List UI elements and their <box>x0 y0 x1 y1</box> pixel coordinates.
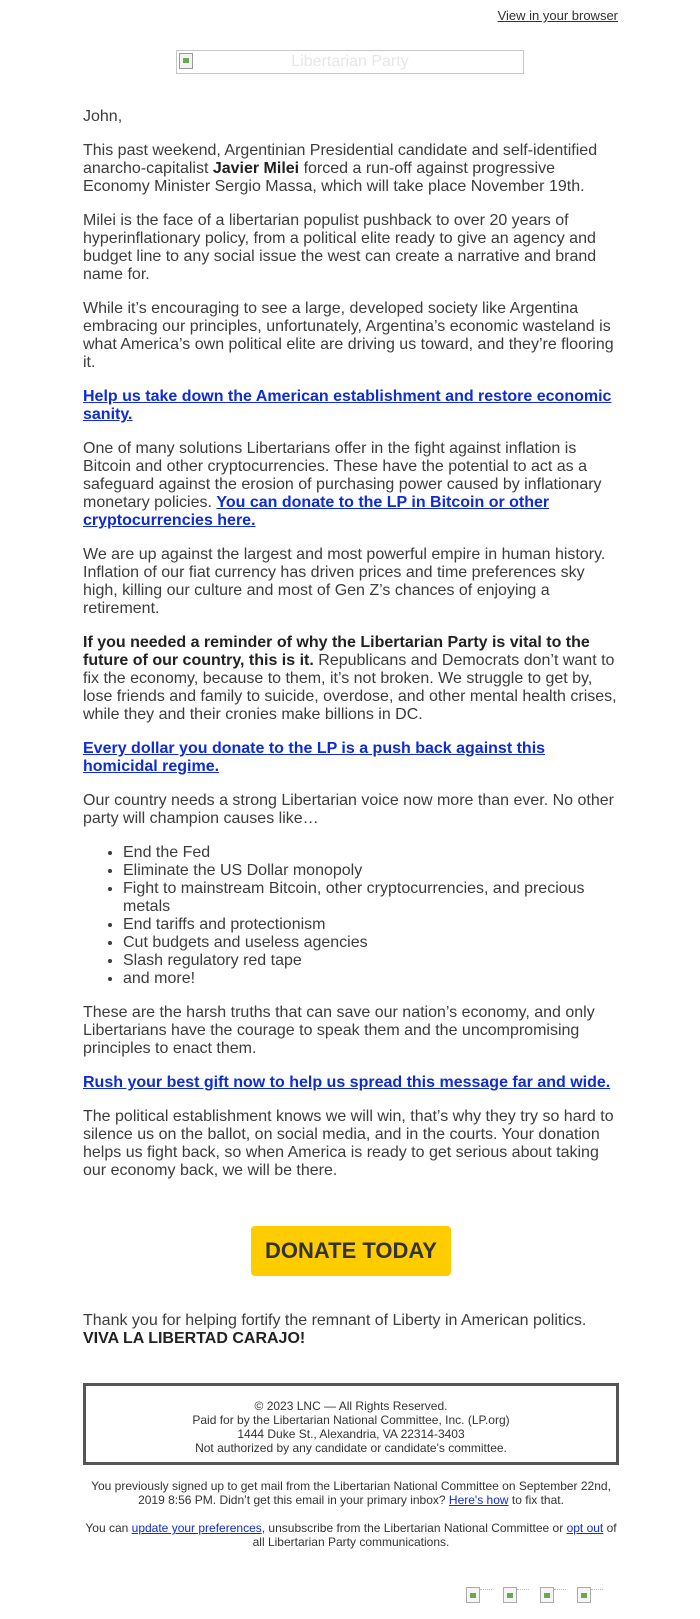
javier-milei-name: Javier Milei <box>212 160 300 177</box>
greeting: John, <box>83 108 123 125</box>
list-item: • Fight to mainstream Bitcoin, other cryptocurrencies, and precious metals <box>123 880 619 916</box>
opt-out-link[interactable]: opt out <box>566 1521 604 1535</box>
update-preferences-link[interactable]: update your preferences <box>131 1521 262 1535</box>
paragraph-empire: We are up against the largest and most powerful empire in human history. Inflation of our fiat currency has driven prices and time preferences sky high, killing our culture and most of Gen Z’s chances of enjoying a retirement. <box>83 546 606 617</box>
heres-how-link[interactable]: Here's how <box>448 1493 509 1507</box>
list-item: • End tariffs and protectionism <box>123 916 619 934</box>
causes-list <box>83 844 619 988</box>
email-body <box>83 108 619 1196</box>
paragraph-populist-pushback: Milei is the face of a libertarian populist pushback to over 20 years of hyperinflationary policy, from a political elite ready to give an agency and budget line to any social issue the west can create a narrative and brand name for. <box>83 212 597 283</box>
cta-paragraph-2 <box>83 740 619 776</box>
paragraph-argentina-wasteland: While it’s encouraging to see a large, developed society like Argentina embracing our principles, unfortunately, Argentina’s economic wasteland is what America’s own political elite are driving us toward, and they’re flooring it. <box>83 300 614 371</box>
closing-block <box>83 1312 619 1348</box>
libertarian-party-logo <box>176 50 524 74</box>
copyright-text: © 2023 LNC — All Rights Reserved. <box>254 1399 448 1413</box>
instagram-icon[interactable] <box>540 1587 558 1603</box>
view-in-browser-link[interactable]: View in your browser <box>497 8 618 23</box>
paragraph-strong-voice: Our country needs a strong Libertarian voice now more than ever. No other party will champion causes like… <box>83 792 614 827</box>
donate-today-button[interactable]: DONATE TODAY <box>251 1226 451 1276</box>
paragraph-milei-runoff: This past weekend, Argentinian Presidential candidate and self-identified anarcho-capitalist Javier Milei forced a run-off against progressive Economy Minister Sergio Massa, which will take place November 19th. <box>83 142 598 195</box>
donate-button-container <box>251 1226 451 1276</box>
list-item: • Cut budgets and useless agencies <box>123 934 619 952</box>
signup-notice: You previously signed up to get mail from the Libertarian National Committee on September 22nd, 2019 8:56 PM. Didn’t get this email in your primary inbox? Here's how to fix that. <box>91 1479 611 1507</box>
preferences-notice: You can update your preferences, unsubscribe from the Libertarian National Committee or opt out of all Libertarian Party communications. <box>85 1521 617 1549</box>
paragraph-bitcoin: One of many solutions Libertarians offer in the fight against inflation is Bitcoin and other cryptocurrencies. These have the potential to act as a safeguard against the erosion of purchasing power caused by inflationary monetary policies. You can donate to the LP in Bitcoin or other cryptocurrencies here. <box>83 440 602 529</box>
subscription-notice <box>83 1479 619 1563</box>
facebook-icon[interactable] <box>466 1587 484 1603</box>
reminder-bold: If you needed a reminder of why the Libertarian Party is vital to the future of our country, this is it. <box>83 634 590 669</box>
list-item: • and more! <box>123 970 619 988</box>
cta-paragraph-1 <box>83 388 619 424</box>
list-item: • Slash regulatory red tape <box>123 952 619 970</box>
logo-alt-text: Libertarian Party <box>291 53 409 70</box>
closing-slogan: VIVA LA LIBERTAD CARAJO! <box>83 1330 306 1347</box>
paragraph-reminder: If you needed a reminder of why the Libertarian Party is vital to the future of our country, this is it. Republicans and Democrats don’t want to fix the economy, because to them, it’s not broken. We struggle to get by, lose friends and family to suicide, overdose, and other mental health crises, while they and their cronies make billions in DC. <box>83 634 617 723</box>
cta-link-every-dollar[interactable]: Every dollar you donate to the LP is a push back against this homicidal regime. <box>83 740 546 775</box>
list-item: • Eliminate the US Dollar monopoly <box>123 862 619 880</box>
cta-paragraph-3 <box>83 1074 619 1092</box>
twitter-icon[interactable] <box>503 1587 521 1603</box>
crypto-donate-link[interactable]: You can donate to the LP in Bitcoin or other cryptocurrencies here. <box>83 494 550 529</box>
not-authorized-text: Not authorized by any candidate or candidate's committee. <box>195 1441 507 1455</box>
social-links <box>466 1587 595 1603</box>
youtube-icon[interactable] <box>577 1587 595 1603</box>
thank-you-text: Thank you for helping fortify the remnant of Liberty in American politics. <box>83 1312 587 1329</box>
list-item: • End the Fed <box>123 844 619 862</box>
cta-link-establishment[interactable]: Help us take down the American establishment and restore economic sanity. <box>83 388 612 423</box>
cta-link-rush-gift[interactable]: Rush your best gift now to help us spread this message far and wide. <box>83 1074 611 1091</box>
legal-footer-box <box>83 1383 619 1465</box>
broken-image-icon <box>179 53 193 69</box>
address-text: 1444 Duke St., Alexandria, VA 22314-3403 <box>237 1427 465 1441</box>
paragraph-harsh-truths: These are the harsh truths that can save our nation’s economy, and only Libertarians have the courage to speak them and the uncompromising principles to enact them. <box>83 1004 595 1057</box>
paid-for-text: Paid for by the Libertarian National Committee, Inc. (LP.org) <box>192 1413 510 1427</box>
paragraph-establishment-knows: The political establishment knows we will win, that’s why they try so hard to silence us on the ballot, on social media, and in the courts. Your donation helps us fight back, so when America is ready to get serious about taking our economy back, we will be there. <box>83 1108 614 1179</box>
